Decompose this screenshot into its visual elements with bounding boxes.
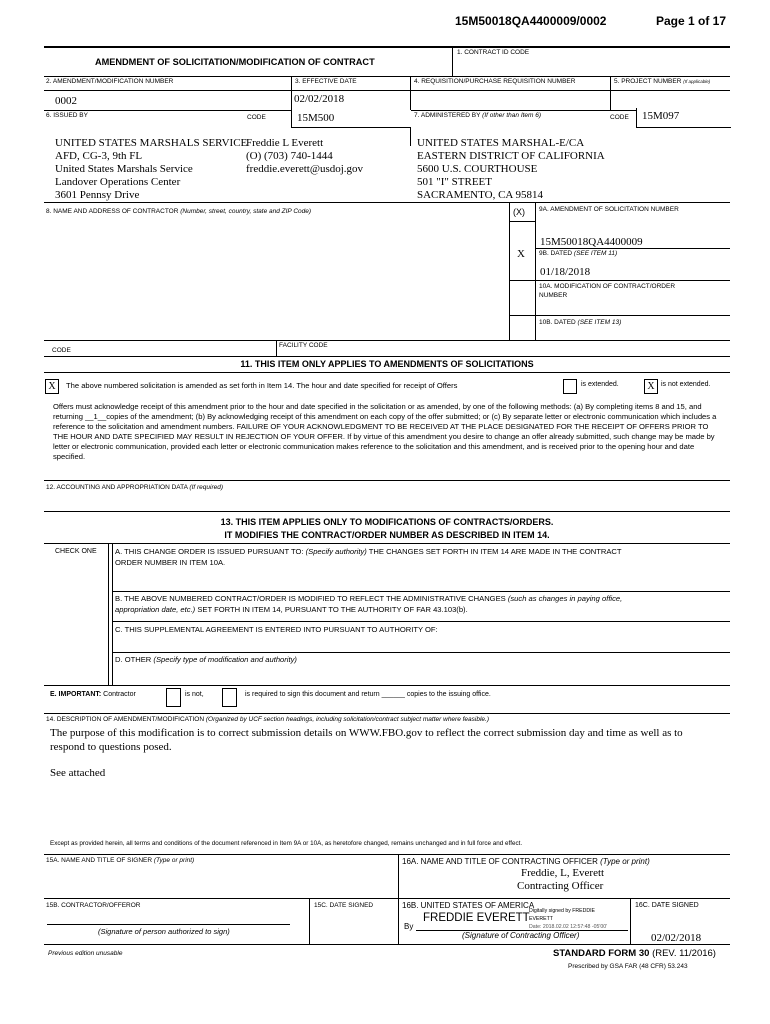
option-a-text[interactable]: A. THIS CHANGE ORDER IS ISSUED PURSUANT TO: (Specify authority) THE CHANGES SET FORTH IN ITEM 14 ARE MADE IN THE CONTRACT ORDER NUMBER IN ITEM 10A. xyxy=(115,547,622,567)
except-clause: Except as provided herein, all terms and conditions of the document referenced in Item 9A or 10A, as heretofore changed, remains unchanged and in full force and effect. xyxy=(50,840,523,847)
modification-number-label-2: NUMBER xyxy=(539,292,568,299)
page-number: Page 1 of 17 xyxy=(656,14,727,28)
admin-line-3: 5600 U.S. COURTHOUSE xyxy=(417,163,538,175)
officer-date-signed-label: 16C. DATE SIGNED xyxy=(635,902,699,909)
solicitation-dated-value: 01/18/2018 xyxy=(540,266,591,278)
digital-signature-name: FREDDIE EVERETT xyxy=(423,912,530,924)
amendment-number-value: 0002 xyxy=(55,95,77,107)
description-text-2: respond to questions posed. xyxy=(50,741,172,753)
description-text-1: The purpose of this modification is to correct submission details on WWW.FBO.gov to reflect the correct submission day and time as well as to xyxy=(50,727,683,739)
contractor-address-label: 8. NAME AND ADDRESS OF CONTRACTOR (Number, street, country, state and ZIP Code) xyxy=(46,208,312,215)
contracting-officer-label: 16A. NAME AND TITLE OF CONTRACTING OFFICER (Type or print) xyxy=(402,857,650,866)
solicitation-dated-label: 9B. DATED (SEE ITEM 11) xyxy=(539,250,618,257)
modification-dated-label: 10B. DATED (SEE ITEM 13) xyxy=(539,319,622,326)
not-extended-checkbox[interactable]: X xyxy=(644,379,658,394)
issued-by-code: 15M500 xyxy=(297,112,335,124)
usa-label: 16B. UNITED STATES OF AMERICA xyxy=(402,901,535,910)
item13-heading-2: IT MODIFIES THE CONTRACT/ORDER NUMBER AS DESCRIBED IN ITEM 14. xyxy=(224,530,550,540)
issuer-line-3: United States Marshals Service xyxy=(55,163,193,175)
admin-line-4: 501 "I" STREET xyxy=(417,176,492,188)
is-required-label: is required to sign this document and return ______ copies to the issuing office. xyxy=(245,691,491,698)
issuer-contact-phone: (O) (703) 740-1444 xyxy=(246,150,333,162)
administered-by-label: 7. ADMINISTERED BY (If other than Item 6) xyxy=(414,112,542,119)
important-row: E. IMPORTANT: Contractor xyxy=(50,691,136,698)
facility-code-label: FACILITY CODE xyxy=(279,342,328,349)
is-required-checkbox[interactable] xyxy=(222,688,237,707)
requisition-number-label: 4. REQUISITION/PURCHASE REQUISITION NUMBER xyxy=(414,78,576,85)
item9-mark-header: (X) xyxy=(513,207,525,217)
effective-date-value: 02/02/2018 xyxy=(294,93,345,105)
issued-by-code-label: CODE xyxy=(247,114,266,121)
officer-title: Contracting Officer xyxy=(517,880,604,892)
contractor-date-signed-label: 15C. DATE SIGNED xyxy=(314,902,374,909)
digital-signature-line-1: Digitally signed by FREDDIE xyxy=(529,908,596,914)
item11-paragraph: Offers must acknowledge receipt of this amendment prior to the hour and date specified in the solicitation or as amended, by one of the following methods: (a) By completing items 8 and 15, and returning __1__copies of the amendment; (b) By acknowledging receipt of this amendment on each copy of the offer submitted; or (c) By separate letter or electronic communication which includes a reference to the solicitation and amendment numbers. FAILURE OF YOUR ACKNOWLEDGMENT TO BE RECEIVED AT THE PLACE DESIGNATED FOR THE RECEIPT OF OFFERS PRIOR TO THE HOUR AND DATE SPECIFIED MAY RESULT IN REJECTION OF YOUR OFFER. If by virtue of this amendment you desire to change an offer already submitted, such change may be made by letter or electronic communication, provided each letter or electronic communication makes reference to the solicitation and this amendment, and is received prior to the opening hour and date specified. xyxy=(53,402,717,461)
description-label: 14. DESCRIPTION OF AMENDMENT/MODIFICATION (Organized by UCF section headings, including solicitation/contract subject matter where feasible.) xyxy=(46,716,490,723)
contractor-offeror-label: 15B. CONTRACTOR/OFFEROR xyxy=(46,902,141,909)
is-not-label: is not, xyxy=(185,691,204,698)
administered-by-code-label: CODE xyxy=(610,114,629,121)
prescribed-by: Prescribed by GSA FAR (48 CFR) 53.243 xyxy=(568,963,688,970)
issuer-line-2: AFD, CG-3, 9th FL xyxy=(55,150,143,162)
is-extended-checkbox[interactable] xyxy=(563,379,577,394)
contract-id-code-label: 1. CONTRACT ID CODE xyxy=(457,49,530,56)
issued-by-label: 6. ISSUED BY xyxy=(46,112,88,119)
administered-by-code: 15M097 xyxy=(642,110,680,122)
option-b-text[interactable]: B. THE ABOVE NUMBERED CONTRACT/ORDER IS MODIFIED TO REFLECT THE ADMINISTRATIVE CHANGES (such as changes in paying office, appropriation date, etc.) SET FORTH IN ITEM 14, PURSUANT TO THE AUTHORITY OF FAR 43.103(b). xyxy=(115,594,623,614)
description-text-3: See attached xyxy=(50,767,106,779)
digital-signature-line-3: Date: 2018.02.02 12:57:48 -05'00' xyxy=(529,924,608,930)
issuer-contact-email: freddie.everett@usdoj.gov xyxy=(246,163,364,175)
solicitation-checkbox-x[interactable]: X xyxy=(517,248,525,260)
issuer-line-5: 3601 Pennsy Drive xyxy=(55,189,140,201)
item11-line1: The above numbered solicitation is amended as set forth in Item 14. The hour and date specified for receipt of Offers xyxy=(66,381,458,390)
document-id: 15M50018QA4400009/0002 xyxy=(455,14,607,28)
signer-name-label: 15A. NAME AND TITLE OF SIGNER (Type or print) xyxy=(46,857,195,864)
check-one-label: CHECK ONE xyxy=(55,548,97,555)
by-label: By xyxy=(404,922,414,931)
effective-date-label: 3. EFFECTIVE DATE xyxy=(295,78,357,85)
option-d-text[interactable]: D. OTHER (Specify type of modification and authority) xyxy=(115,655,297,664)
admin-line-2: EASTERN DISTRICT OF CALIFORNIA xyxy=(417,150,605,162)
solicitation-number-value: 15M50018QA4400009 xyxy=(540,236,643,248)
not-extended-label: is not extended. xyxy=(661,381,711,388)
item13-heading-1: 13. THIS ITEM APPLIES ONLY TO MODIFICATIONS OF CONTRACTS/ORDERS. xyxy=(220,517,554,527)
contractor-code-label: CODE xyxy=(52,347,71,354)
project-number-label: 5. PROJECT NUMBER (If applicable) xyxy=(614,78,711,85)
contractor-signature-note: (Signature of person authorized to sign) xyxy=(98,927,230,936)
previous-edition-note: Previous edition unusable xyxy=(48,950,123,957)
admin-line-1: UNITED STATES MARSHAL-E/CA xyxy=(417,137,585,149)
accounting-data-label: 12. ACCOUNTING AND APPROPRIATION DATA (If required) xyxy=(46,484,224,491)
issuer-contact-name: Freddie L Everett xyxy=(246,137,324,149)
digital-signature-line-2: EVERETT xyxy=(529,916,553,922)
amendment-number-label: 2. AMENDMENT/MODIFICATION NUMBER xyxy=(46,78,174,85)
is-extended-label: is extended. xyxy=(581,381,619,388)
issuer-line-4: Landover Operations Center xyxy=(55,176,181,188)
form-number: STANDARD FORM 30 (REV. 11/2016) xyxy=(553,948,716,959)
item11-heading: 11. THIS ITEM ONLY APPLIES TO AMENDMENTS OF SOLICITATIONS xyxy=(240,359,534,369)
form-title: AMENDMENT OF SOLICITATION/MODIFICATION OF CONTRACT xyxy=(95,57,375,67)
modification-number-label-1: 10A. MODIFICATION OF CONTRACT/ORDER xyxy=(539,283,676,290)
issuer-line-1: UNITED STATES MARSHALS SERVICE xyxy=(55,137,248,149)
officer-name: Freddie, L, Everett xyxy=(521,867,605,879)
officer-signature-note: (Signature of Contracting Officer) xyxy=(462,931,580,940)
solicitation-number-label: 9A. AMENDMENT OF SOLICITATION NUMBER xyxy=(539,206,679,213)
option-c-text[interactable]: C. THIS SUPPLEMENTAL AGREEMENT IS ENTERED INTO PURSUANT TO AUTHORITY OF: xyxy=(115,625,438,634)
officer-date-signed: 02/02/2018 xyxy=(651,932,702,944)
admin-line-5: SACRAMENTO, CA 95814 xyxy=(417,189,544,201)
amended-checkbox[interactable]: X xyxy=(45,379,59,394)
is-not-checkbox[interactable] xyxy=(166,688,181,707)
